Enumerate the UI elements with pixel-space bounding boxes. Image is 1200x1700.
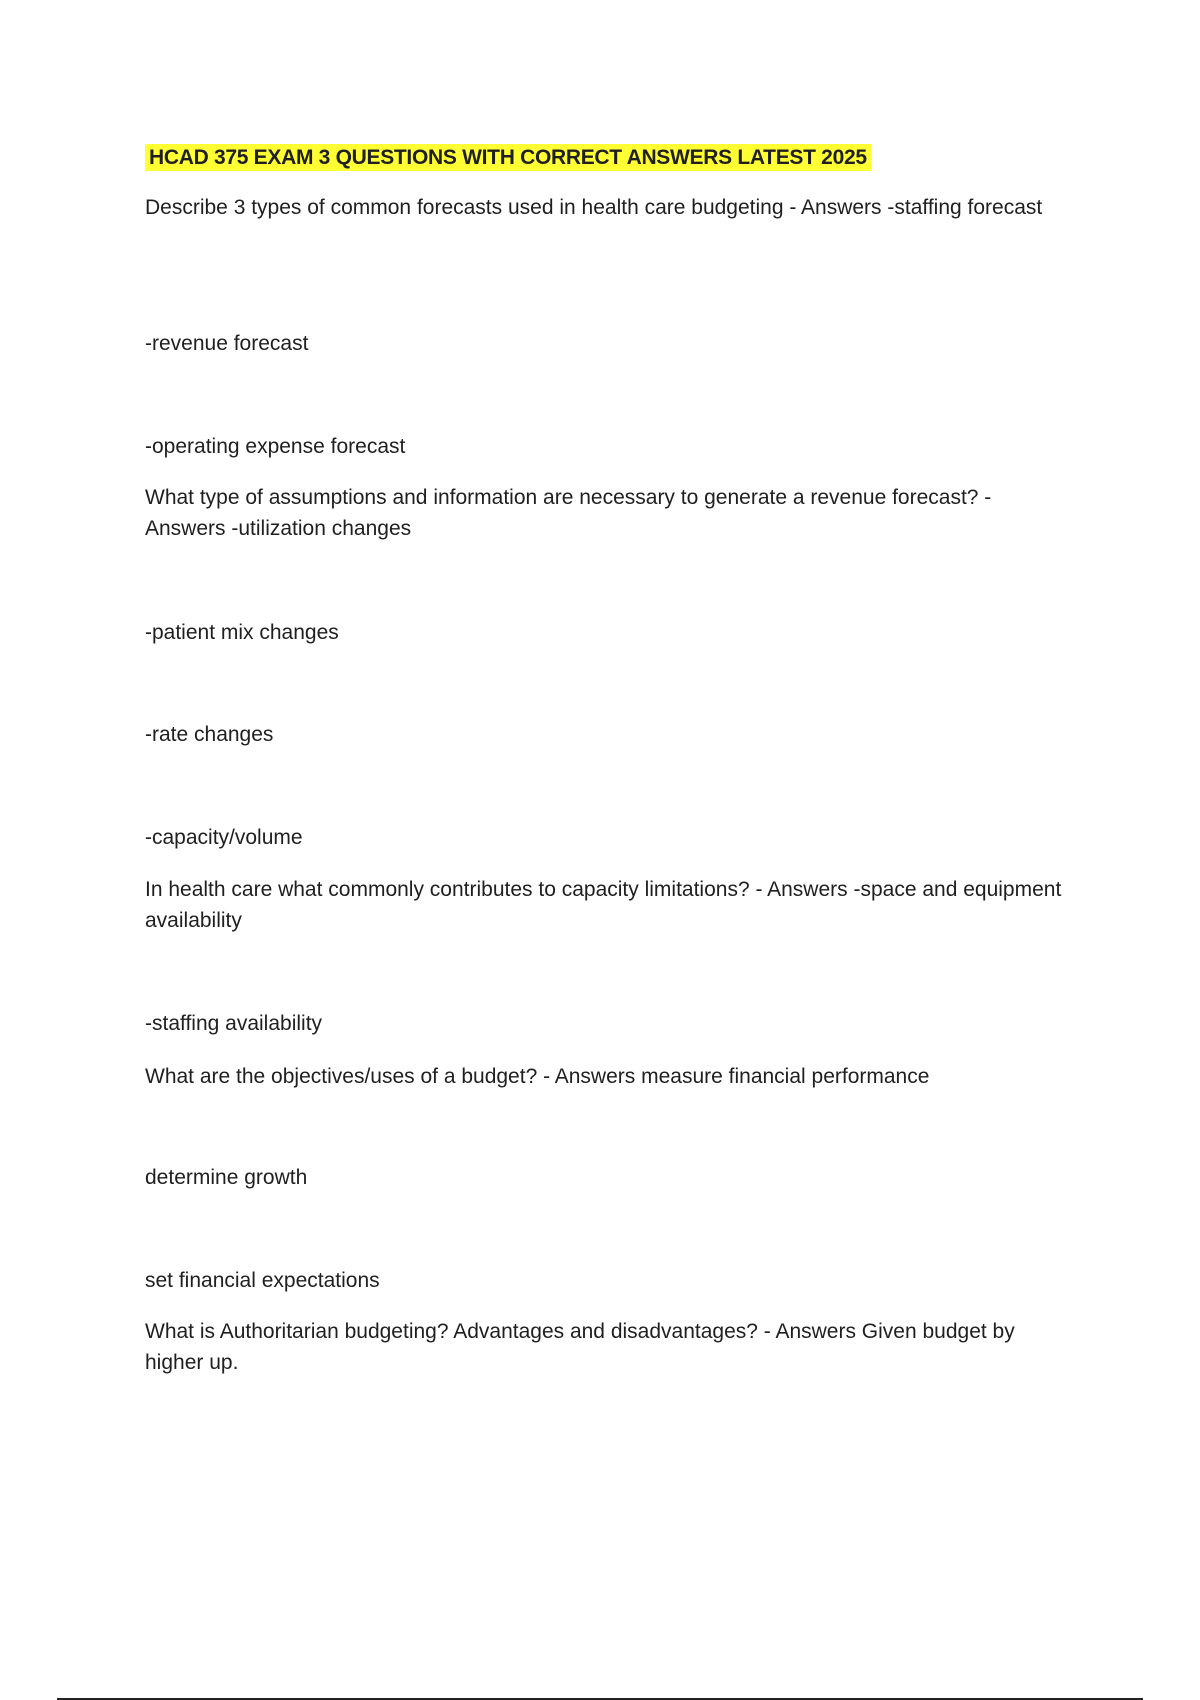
answer-item-staffing-availability: -staffing availability <box>145 1012 323 1035</box>
question-authoritarian-budgeting: What is Authoritarian budgeting? Advantages and disadvantages? - Answers Given budget by higher up. <box>145 1320 1015 1374</box>
answer-item-rate-changes: -rate changes <box>145 723 274 746</box>
answer-item-patient-mix: -patient mix changes <box>145 621 339 644</box>
answer-item-financial-expectations: set financial expectations <box>145 1269 380 1292</box>
answer-item-determine-growth: determine growth <box>145 1166 308 1189</box>
answer-item-revenue-forecast: -revenue forecast <box>145 332 309 355</box>
document-title <box>145 144 871 172</box>
title-highlight: HCAD 375 EXAM 3 QUESTIONS WITH CORRECT ANSWERS LATEST 2025 <box>145 144 871 171</box>
question-revenue-assumptions: What type of assumptions and information are necessary to generate a revenue forecast? - Answers -utilization changes <box>145 486 992 540</box>
answer-item-operating-expense-forecast: -operating expense forecast <box>145 435 406 458</box>
answer-item-capacity-volume: -capacity/volume <box>145 826 303 849</box>
question-forecast-types: Describe 3 types of common forecasts used in health care budgeting - Answers -staffing forecast <box>145 196 1043 219</box>
question-capacity-limitations: In health care what commonly contributes to capacity limitations? - Answers -space and equipment availability <box>145 878 1062 932</box>
question-budget-objectives: What are the objectives/uses of a budget? - Answers measure financial performance <box>145 1065 930 1088</box>
